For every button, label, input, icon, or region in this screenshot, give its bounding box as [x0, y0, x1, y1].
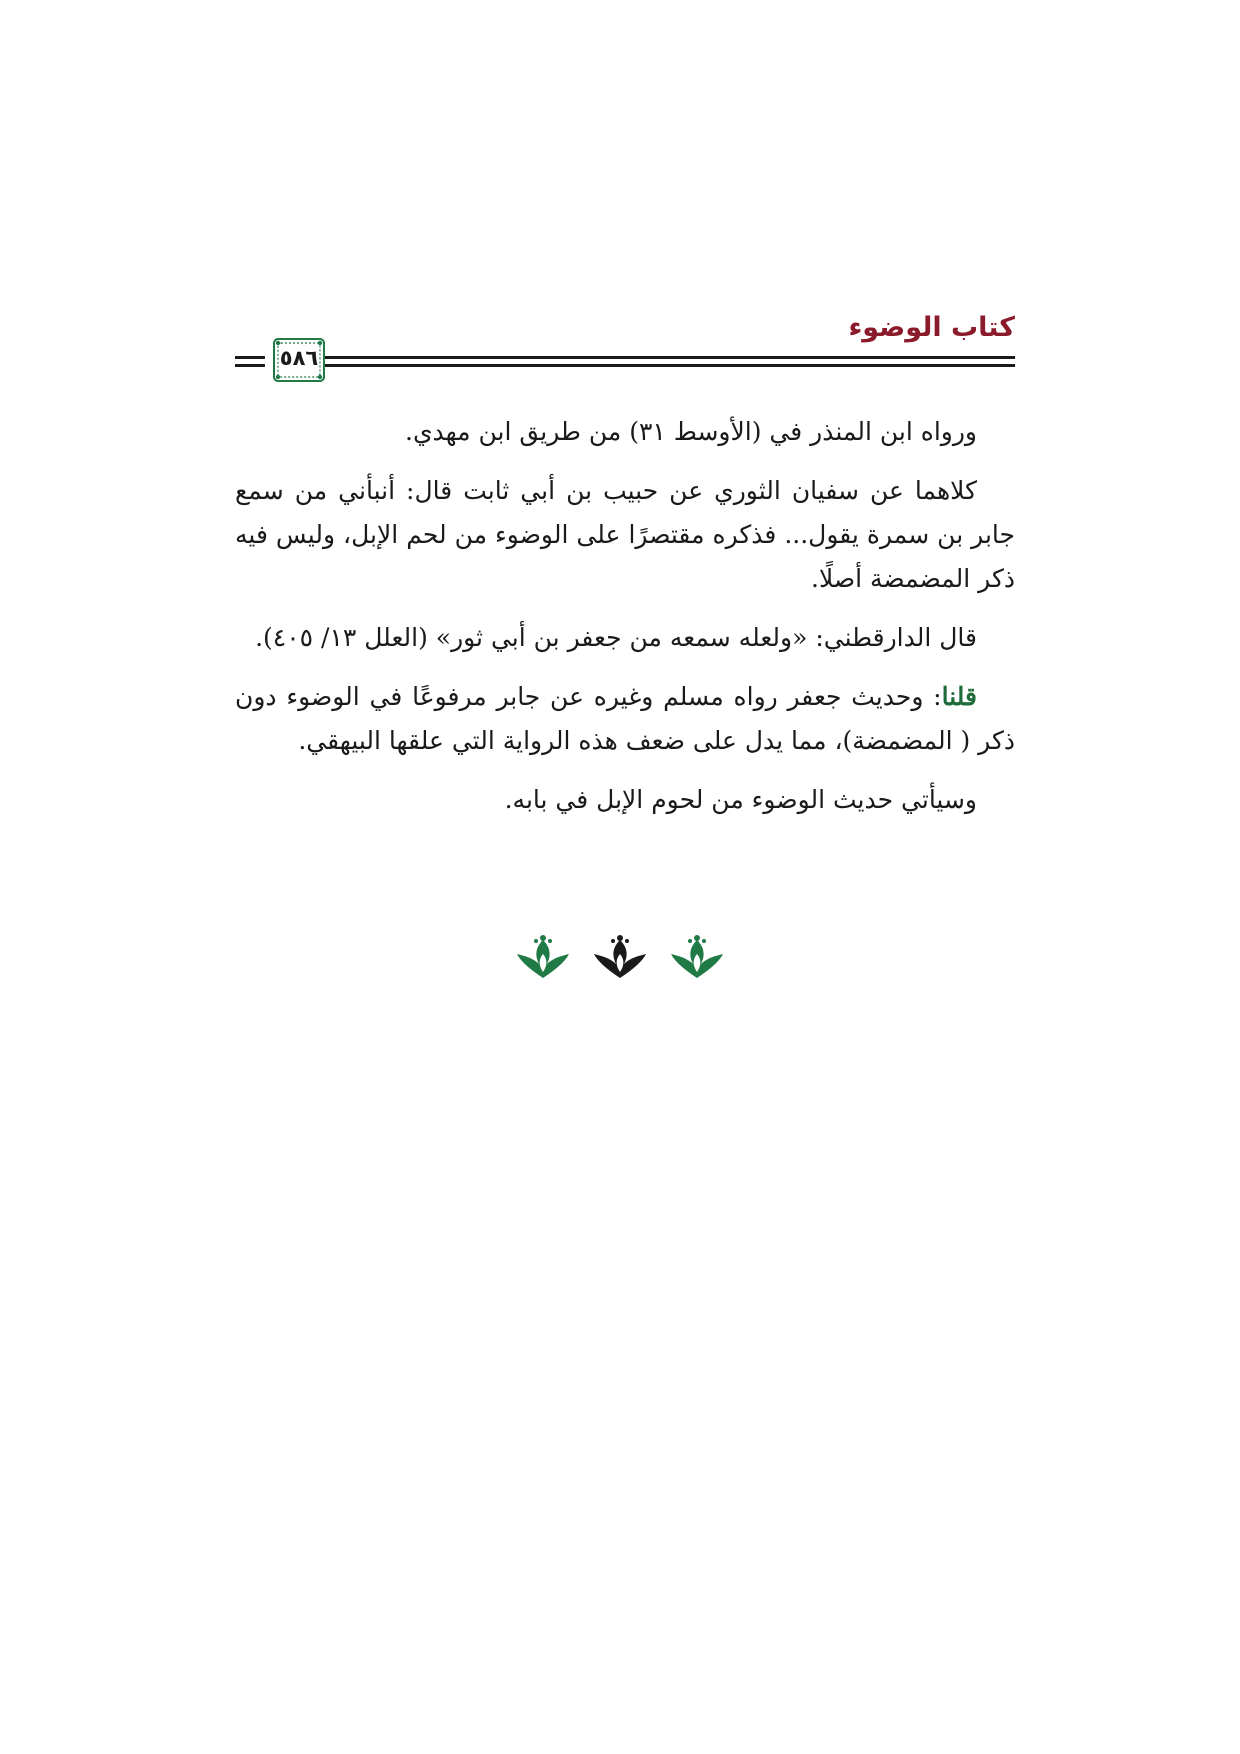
paragraph-text: كلاهما عن سفيان الثوري عن حبيب بن أبي ثابت قال: أنبأني من سمع جابر بن سمرة يقول... فذكره مقتصرًا على الوضوء من لحم الإبل، وليس فيه ذكر المضمضة أصلًا.: [235, 476, 1015, 593]
paragraph: [235, 675, 1015, 763]
paragraph-text: وسيأتي حديث الوضوء من لحوم الإبل في بابه.: [504, 785, 977, 814]
paragraph: [235, 469, 1015, 601]
header-rule-short: [235, 364, 265, 367]
lotus-ornament-icon: [592, 932, 648, 982]
lotus-ornament-icon: [669, 932, 725, 982]
paragraph: [235, 616, 1015, 660]
lotus-ornament-icon: [515, 932, 571, 982]
paragraph: [235, 410, 1015, 454]
paragraph-lead: قلنا: [941, 682, 977, 711]
header-rule: [325, 364, 1015, 367]
page-header: [235, 312, 1015, 392]
header-rule-short: [235, 356, 265, 359]
header-rule: [325, 356, 1015, 359]
paragraph-text: : وحديث جعفر رواه مسلم وغيره عن جابر مرفوعًا في الوضوء دون ذكر ( المضمضة)، مما يدل على ضعف هذه الرواية التي علقها البيهقي.: [235, 682, 1015, 755]
book-title: كتاب الوضوء: [848, 312, 1015, 343]
page-number: ٥٨٦: [279, 346, 319, 370]
paragraph-text: قال الدارقطني: «ولعله سمعه من جعفر بن أبي ثور» (العلل ١٣/ ٤٠٥).: [255, 623, 977, 652]
page-body: [235, 410, 1015, 837]
paragraph: [235, 778, 1015, 822]
section-end-ornament: [515, 932, 725, 982]
paragraph-text: ورواه ابن المنذر في (الأوسط ٣١) من طريق ابن مهدي.: [405, 417, 977, 446]
page-number-frame: [273, 338, 325, 382]
